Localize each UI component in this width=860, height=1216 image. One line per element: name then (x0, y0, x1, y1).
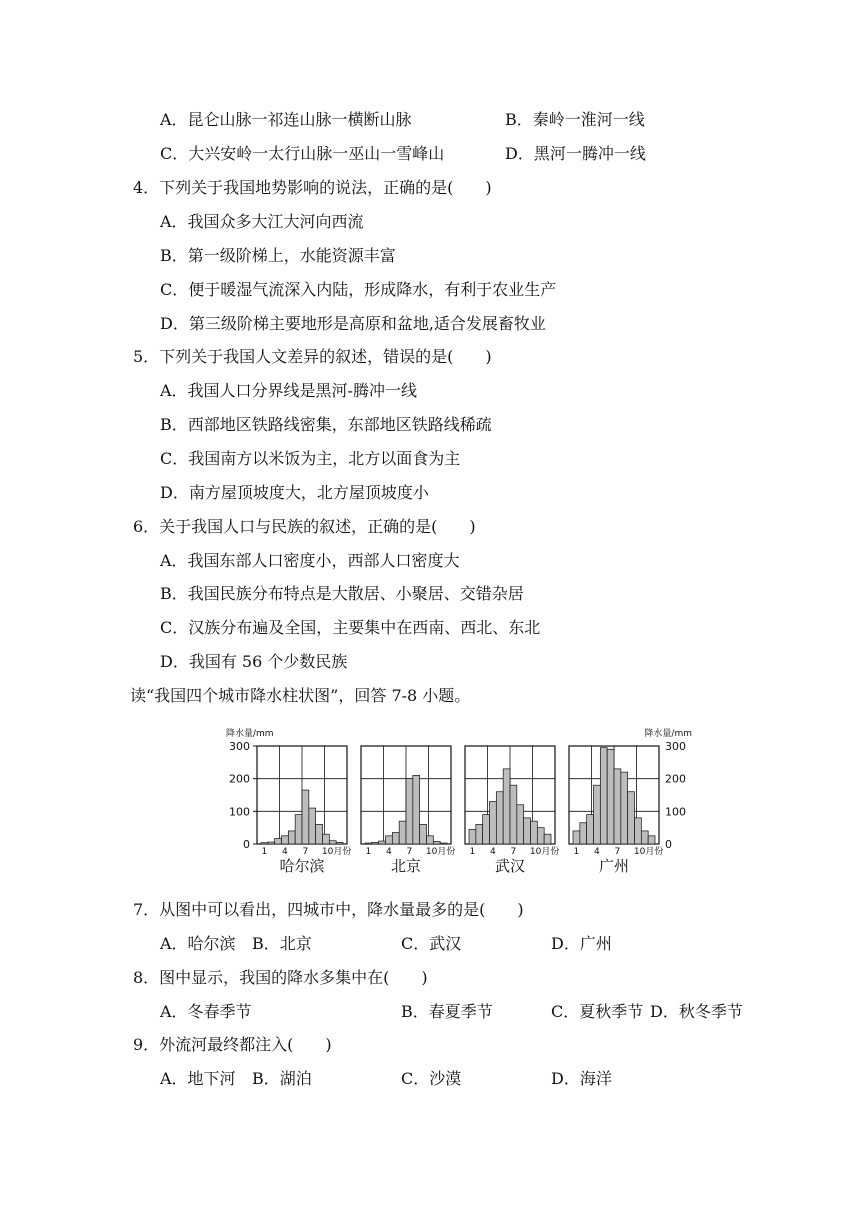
chart-x-tick-label: 4 (594, 847, 600, 857)
q7-option-a: A．哈尔滨 (160, 934, 236, 953)
q7-option-c: C．武汉 (401, 934, 462, 953)
chart-bar (600, 748, 607, 844)
chart-x-tick-label: 10月份 (425, 847, 456, 857)
chart-y-tick-label: 200 (229, 772, 250, 786)
chart-bar (524, 818, 531, 844)
chart-bar (476, 824, 483, 844)
chart-bar (496, 792, 503, 844)
q8-option-c: C．夏秋季节 (551, 1002, 644, 1021)
chart-bar (614, 769, 621, 844)
q5-stem: 5．下列关于我国人文差异的叙述，错误的是( ) (133, 347, 492, 366)
chart-bar (336, 842, 343, 844)
chart-x-tick-label: 4 (282, 847, 288, 857)
chart-y-tick-label: 200 (665, 772, 686, 786)
chart-bar (628, 792, 635, 844)
chart-bar (580, 823, 587, 844)
chart-bar (594, 785, 601, 844)
chart-bar (587, 815, 594, 844)
q8-option-d: D．秋冬季节 (650, 1002, 743, 1021)
chart-y-axis-title-left: 降水量/mm (226, 729, 274, 739)
chart-series-label: 北京 (390, 857, 422, 875)
chart-bar (288, 831, 295, 844)
q4-option-c: C．便于暖湿气流深入内陆，形成降水，有利于农业生产 (160, 280, 557, 299)
chart-y-axis-title-right: 降水量/mm (644, 729, 692, 739)
chart-y-tick-label: 100 (665, 805, 686, 819)
chart-bar (392, 833, 399, 844)
q3-option-d: D．黑河一腾冲一线 (505, 144, 646, 163)
chart-bar (607, 749, 614, 844)
chart-x-tick-label: 1 (365, 847, 372, 857)
chart-bar (544, 834, 551, 844)
chart-bar (399, 821, 406, 844)
chart-y-tick-label: 0 (243, 838, 250, 851)
chart-bar (573, 831, 580, 844)
chart-bar (420, 824, 427, 844)
q8-option-a: A．冬春季节 (160, 1002, 252, 1021)
q8-stem: 8．图中显示，我国的降水多集中在( ) (133, 968, 428, 987)
q9-option-d: D．海洋 (551, 1069, 612, 1088)
q5-option-c: C．我国南方以米饭为主，北方以面食为主 (160, 449, 461, 468)
chart-y-tick-label: 0 (665, 838, 672, 851)
chart-bar (275, 838, 282, 844)
chart-y-tick-label: 300 (229, 740, 250, 753)
q5-option-b: B．西部地区铁路线密集，东部地区铁路线稀疏 (160, 415, 492, 434)
chart-bar (427, 836, 434, 844)
chart-bar (469, 829, 476, 844)
chart-series-label: 武汉 (494, 857, 526, 875)
q6-stem: 6．关于我国人口与民族的叙述，正确的是( ) (133, 517, 476, 536)
q3-option-b: B．秦岭一淮河一线 (505, 110, 645, 129)
q7-option-d: D．广州 (551, 934, 612, 953)
precipitation-bar-chart (224, 724, 694, 876)
chart-series-label: 广州 (598, 857, 630, 875)
chart-series-label: 哈尔滨 (279, 857, 325, 875)
chart-x-tick-label: 10月份 (529, 847, 560, 857)
chart-x-tick-label: 7 (614, 847, 621, 857)
chart-bar (517, 805, 524, 844)
chart-x-tick-label: 1 (573, 847, 580, 857)
q4-option-b: B．第一级阶梯上，水能资源丰富 (160, 246, 396, 265)
chart-bar (648, 836, 655, 844)
chart-x-tick-label: 1 (469, 847, 476, 857)
chart-bar (323, 834, 330, 844)
chart-x-tick-label: 4 (386, 847, 392, 857)
chart-bar (309, 808, 316, 844)
chart-x-tick-label: 10月份 (633, 847, 664, 857)
chart-intro: 读“我国四个城市降水柱状图”，回答 7-8 小题。 (130, 686, 471, 705)
q7-option-b: B．北京 (252, 934, 312, 953)
chart-bar (440, 843, 447, 844)
chart-bar (282, 836, 289, 844)
chart-bar (641, 831, 648, 844)
chart-bar (365, 843, 372, 844)
q6-option-b: B．我国民族分布特点是大散居、小聚居、交错杂居 (160, 584, 524, 603)
q9-stem: 9．外流河最终都注入( ) (133, 1035, 332, 1054)
chart-bar (621, 772, 628, 844)
chart-x-tick-label: 10月份 (321, 847, 352, 857)
q3-option-a: A．昆仑山脉一祁连山脉一横断山脉 (160, 110, 412, 129)
chart-bar (490, 802, 497, 844)
q4-stem: 4．下列关于我国地势影响的说法，正确的是( ) (133, 178, 492, 197)
chart-bar (433, 841, 440, 844)
chart-bar (635, 818, 642, 844)
q3-option-c: C．大兴安岭一太行山脉一巫山一雪峰山 (160, 144, 445, 163)
q6-option-c: C．汉族分布遍及全国，主要集中在西南、西北、东北 (160, 618, 541, 637)
q8-option-b: B．春夏季节 (401, 1002, 493, 1021)
chart-x-tick-label: 1 (261, 847, 268, 857)
q6-option-a: A．我国东部人口密度小，西部人口密度大 (160, 551, 460, 570)
q6-option-d: D．我国有 56 个少数民族 (160, 652, 348, 671)
chart-bar (413, 775, 420, 844)
chart-x-tick-label: 7 (302, 847, 309, 857)
q9-option-b: B．湖泊 (252, 1069, 312, 1088)
q5-option-a: A．我国人口分界线是黑河-腾冲一线 (160, 381, 417, 400)
chart-bar (316, 824, 323, 844)
chart-bar (295, 815, 302, 844)
q9-option-a: A．地下河 (160, 1069, 236, 1088)
chart-bar (386, 836, 393, 844)
chart-x-tick-label: 7 (510, 847, 517, 857)
chart-bar (379, 841, 386, 844)
chart-bar (510, 785, 517, 844)
q9-option-c: C．沙漠 (401, 1069, 462, 1088)
chart-y-tick-label: 300 (665, 740, 686, 753)
chart-bar (503, 769, 510, 844)
chart-x-tick-label: 7 (406, 847, 413, 857)
chart-bar (406, 779, 413, 844)
chart-x-tick-label: 4 (490, 847, 496, 857)
q4-option-d: D．第三级阶梯主要地形是高原和盆地,适合发展畜牧业 (160, 314, 546, 333)
chart-bar (261, 843, 268, 844)
chart-bar (537, 828, 544, 844)
chart-bar (372, 842, 379, 844)
q7-stem: 7．从图中可以看出，四城市中，降水量最多的是( ) (133, 900, 524, 919)
chart-bar (268, 842, 275, 844)
chart-bar (483, 815, 490, 844)
chart-bar (531, 821, 538, 844)
chart-bar (302, 790, 309, 844)
chart-y-tick-label: 100 (229, 805, 250, 819)
q5-option-d: D．南方屋顶坡度大，北方屋顶坡度小 (160, 483, 429, 502)
q4-option-a: A．我国众多大江大河向西流 (160, 212, 364, 231)
chart-bar (329, 841, 336, 844)
